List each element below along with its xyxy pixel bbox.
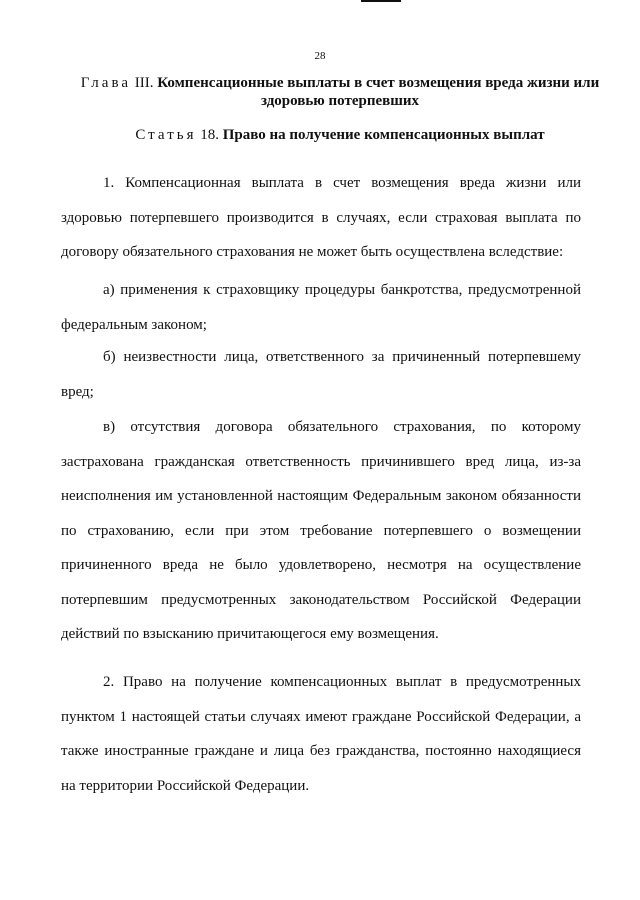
subparagraph-c: в) отсутствия договора обязательного страхования, по которому застрахована гражданская ответственность причинившего вред лица, из-за неисполнения им установленной настоящим Федеральным законом обязанности по страхованию, если при этом требование потерпевшего о возмещении причиненного вреда не было удовлетворено, несмотря на осуществление потерпевшим предусмотренных законодательством Российской Федерации действий по взысканию причитающегося ему возмещения.	[61, 419, 581, 642]
chapter-title: Компенсационные выплаты в счет возмещения вреда жизни или здоровью потерпевших	[157, 75, 600, 109]
article-number: 18.	[200, 127, 219, 143]
chapter-heading	[80, 74, 600, 110]
subparagraph-b: б) неизвестности лица, ответственного за причиненный потерпевшему вред;	[61, 349, 581, 400]
page-number: 28	[314, 50, 326, 62]
article-title: Право на получение компенсационных выплат	[222, 127, 545, 143]
chapter-numeral: III.	[134, 75, 154, 91]
chapter-prefix: Глава	[80, 75, 131, 91]
top-rule	[361, 0, 401, 2]
subparagraph-a: а) применения к страховщику процедуры банкротства, предусмотренной федеральным законом;	[61, 282, 581, 333]
paragraph-2: 2. Право на получение компенсационных выплат в предусмотренных пунктом 1 настоящей статьи случаях имеют граждане Российской Федерации, а также иностранные граждане и лица без гражданства, постоянно находящиеся на территории Российской Федерации.	[61, 674, 581, 794]
article-heading	[80, 126, 600, 144]
paragraph-1: 1. Компенсационная выплата в счет возмещения вреда жизни или здоровью потерпевшего производится в случаях, если страховая выплата по договору обязательного страхования не может быть осуществлена вследствие:	[61, 175, 581, 260]
article-prefix: Статья	[135, 127, 197, 143]
